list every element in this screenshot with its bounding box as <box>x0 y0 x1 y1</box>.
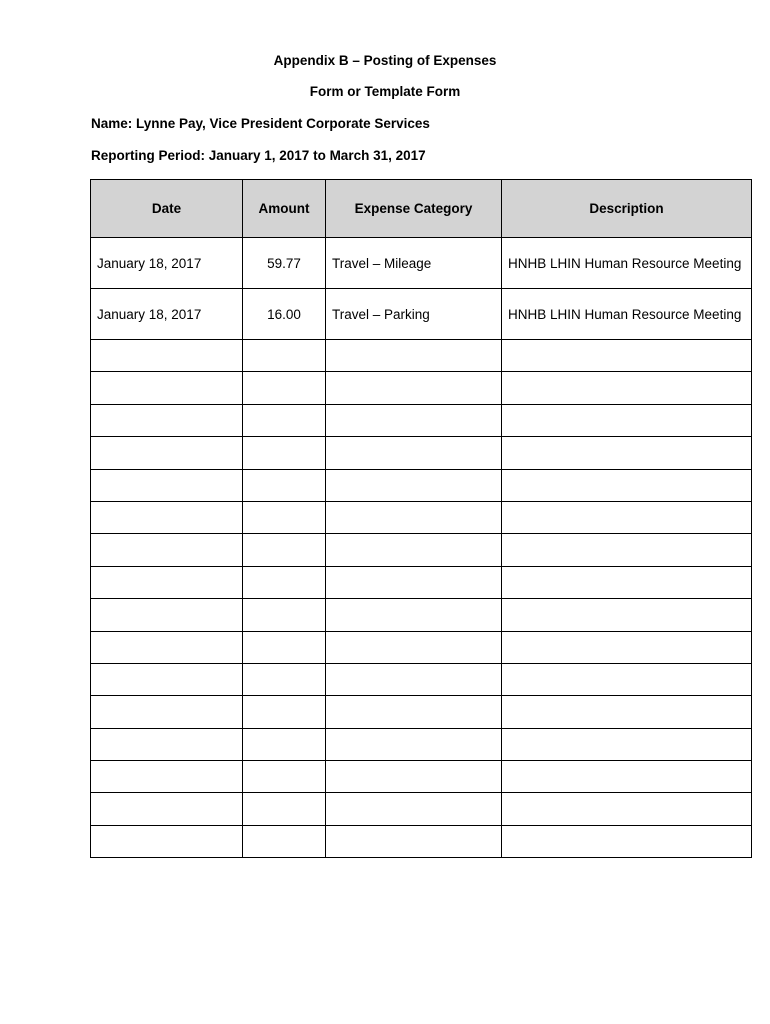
column-header-amount: Amount <box>243 180 326 238</box>
cell-expense-category <box>326 437 502 469</box>
cell-expense-category <box>326 501 502 533</box>
cell-description <box>502 501 752 533</box>
cell-date <box>91 501 243 533</box>
cell-description <box>502 761 752 793</box>
cell-description <box>502 340 752 372</box>
cell-amount <box>243 631 326 663</box>
empty-table-row <box>91 599 752 631</box>
cell-description <box>502 663 752 695</box>
document-subtitle: Form or Template Form <box>309 84 461 99</box>
cell-description <box>502 566 752 598</box>
empty-table-row <box>91 761 752 793</box>
cell-description <box>502 534 752 566</box>
empty-table-row <box>91 534 752 566</box>
reporting-period-line: Reporting Period: January 1, 2017 to March 31, 2017 <box>91 148 426 163</box>
cell-amount <box>243 469 326 501</box>
cell-description <box>502 825 752 857</box>
cell-expense-category <box>326 696 502 728</box>
expenses-table <box>90 179 752 858</box>
cell-date <box>91 825 243 857</box>
empty-table-row <box>91 793 752 825</box>
cell-date <box>91 534 243 566</box>
cell-amount <box>243 793 326 825</box>
empty-table-row <box>91 825 752 857</box>
cell-expense-category <box>326 599 502 631</box>
cell-date <box>91 372 243 404</box>
cell-expense-category: Travel – Mileage <box>326 238 502 289</box>
empty-table-row <box>91 663 752 695</box>
cell-date <box>91 631 243 663</box>
empty-table-row <box>91 728 752 760</box>
cell-amount: 16.00 <box>243 289 326 340</box>
cell-expense-category <box>326 469 502 501</box>
cell-date <box>91 340 243 372</box>
empty-table-row <box>91 469 752 501</box>
cell-date: January 18, 2017 <box>91 289 243 340</box>
cell-expense-category <box>326 631 502 663</box>
cell-expense-category <box>326 663 502 695</box>
cell-date <box>91 469 243 501</box>
cell-description: HNHB LHIN Human Resource Meeting <box>502 289 752 340</box>
cell-amount <box>243 404 326 436</box>
column-header-description: Description <box>502 180 752 238</box>
cell-amount <box>243 728 326 760</box>
cell-expense-category <box>326 825 502 857</box>
cell-amount <box>243 501 326 533</box>
empty-table-row <box>91 631 752 663</box>
cell-description <box>502 437 752 469</box>
table-header-row <box>91 180 752 238</box>
cell-description <box>502 599 752 631</box>
cell-amount <box>243 566 326 598</box>
empty-table-row <box>91 404 752 436</box>
cell-date <box>91 728 243 760</box>
cell-amount <box>243 534 326 566</box>
cell-amount <box>243 599 326 631</box>
name-line: Name: Lynne Pay, Vice President Corporate Services <box>91 116 430 131</box>
cell-date <box>91 761 243 793</box>
cell-description <box>502 728 752 760</box>
empty-table-row <box>91 696 752 728</box>
cell-date <box>91 696 243 728</box>
empty-table-row <box>91 340 752 372</box>
cell-amount <box>243 340 326 372</box>
cell-expense-category <box>326 534 502 566</box>
cell-date <box>91 437 243 469</box>
cell-expense-category <box>326 793 502 825</box>
cell-description <box>502 469 752 501</box>
cell-description <box>502 696 752 728</box>
column-header-expense-category: Expense Category <box>326 180 502 238</box>
cell-date <box>91 404 243 436</box>
cell-expense-category <box>326 728 502 760</box>
table-row <box>91 238 752 289</box>
cell-expense-category: Travel – Parking <box>326 289 502 340</box>
empty-table-row <box>91 372 752 404</box>
cell-date: January 18, 2017 <box>91 238 243 289</box>
cell-expense-category <box>326 404 502 436</box>
cell-amount <box>243 437 326 469</box>
cell-expense-category <box>326 372 502 404</box>
cell-amount <box>243 372 326 404</box>
cell-amount <box>243 761 326 793</box>
cell-expense-category <box>326 761 502 793</box>
cell-amount <box>243 696 326 728</box>
cell-date <box>91 566 243 598</box>
cell-date <box>91 663 243 695</box>
document-title: Appendix B – Posting of Expenses <box>273 53 497 68</box>
cell-description <box>502 793 752 825</box>
cell-description <box>502 404 752 436</box>
cell-date <box>91 599 243 631</box>
cell-amount <box>243 825 326 857</box>
empty-table-row <box>91 566 752 598</box>
column-header-date: Date <box>91 180 243 238</box>
empty-table-row <box>91 437 752 469</box>
table-row <box>91 289 752 340</box>
cell-amount: 59.77 <box>243 238 326 289</box>
cell-date <box>91 793 243 825</box>
cell-description <box>502 631 752 663</box>
cell-amount <box>243 663 326 695</box>
empty-table-row <box>91 501 752 533</box>
cell-expense-category <box>326 566 502 598</box>
cell-description: HNHB LHIN Human Resource Meeting <box>502 238 752 289</box>
cell-description <box>502 372 752 404</box>
cell-expense-category <box>326 340 502 372</box>
